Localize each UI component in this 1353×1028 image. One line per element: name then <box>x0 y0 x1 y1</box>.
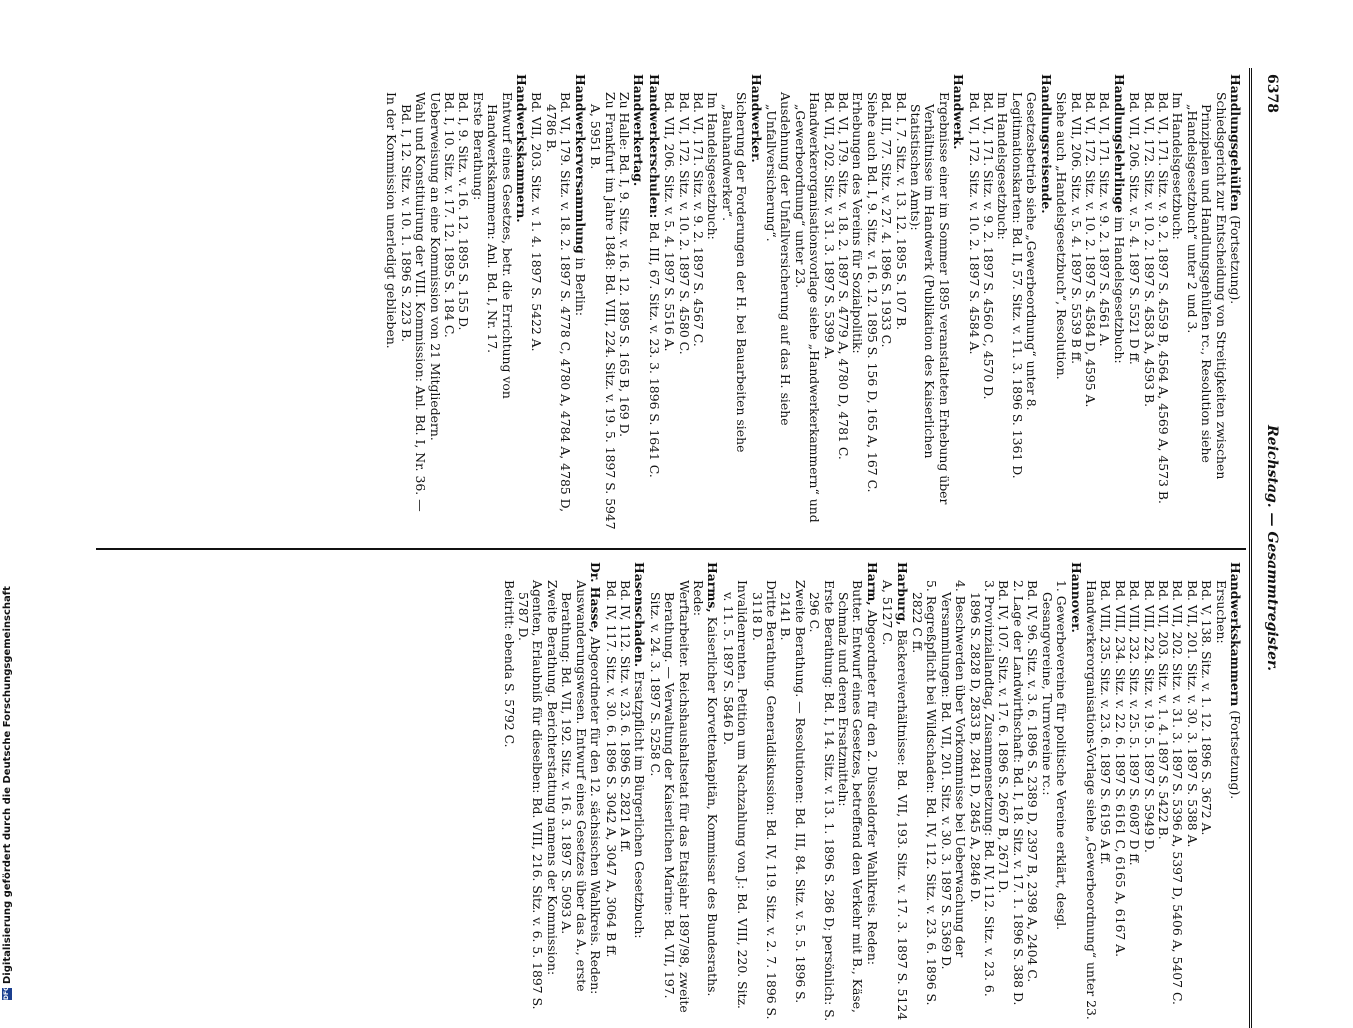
entry-headword: Harm, <box>864 562 880 606</box>
entry-reference: 4. Beschwerden über Vorkommnisse bei Ueberwachung der Versammlungen: Bd. VII, 201. Sitz. v. 30. 3. 1897 S. 5369 D. <box>938 580 969 970</box>
entry-reference: 3. Provinziallandtag, Zusammensetzung: Bd. IV, 112. Sitz. v. 23. 6. 1896 S. 2828 D, 2833 B, 2841 D, 2845 A, 2846 D. <box>967 580 998 997</box>
entry-headword: Hannover. <box>1068 562 1084 633</box>
running-header <box>1256 68 1282 1028</box>
entry-reference: Ersuchen: <box>1213 580 1229 644</box>
entry-heading-text: Kaiserlicher Korvettenkapitän, Kommissar des Bundesraths. Rede: <box>690 580 721 997</box>
page-number: 6378 <box>1264 74 1280 113</box>
entry-reference: Bd. VII, 206. Sitz. v. 5. 4. 1897 S. 5516 A. <box>662 92 678 352</box>
entry-reference: Beitritt: ebenda S. 5792 C. <box>501 580 517 748</box>
entry-reference: Bd. VII, 202. Sitz. v. 31. 3. 1897 S. 5399 A. <box>821 92 837 360</box>
entry-reference: Wahl und Konstituirung der VIII. Kommission: Anl. Bd. I, Nr. 36. — Bd. I, 12. Sitz. v. 10. 1. 1896 S. 223 B. <box>398 92 429 512</box>
entry-reference: Entwurf eines Gesetzes, betr. die Errichtung von Handwerkskammern: Anl. Bd. I, Nr. 17. <box>485 92 515 399</box>
entry-reference: Im Handelsgesetzbuch: <box>995 92 1011 240</box>
entry-heading-line <box>632 562 646 1022</box>
entry-reference: Bd. VI, 171. Sitz. v. 9. 2. 1897 S. 4567 C. <box>690 92 706 347</box>
entry-headword: Harms, <box>705 562 721 613</box>
register-entry <box>764 74 966 534</box>
entry-reference: Agenten, Erlaubniß für dieselben: Bd. VIII, 216. Sitz. v. 6. 5. 1897 S. 5787 D. <box>516 580 546 1010</box>
register-entry <box>880 562 909 1022</box>
entry-heading-text: im Handelsgesetzbuch: <box>1111 216 1127 364</box>
register-entry <box>720 562 878 1022</box>
entry-reference: Auswanderungswesen. Entwurf eines Gesetzes über das A., erste Berathung: Bd. VII, 192. Sitz. v. 16. 3. 1897 S. 5093 A. <box>559 580 589 992</box>
entry-reference: Im Handelsgesetzbuch: <box>1170 92 1186 240</box>
entry-reference: Zu Halle: Bd. I, 9. Sitz. v. 16. 12. 1895 S. 165 B, 169 D. <box>616 92 632 438</box>
entry-reference: Bd. VI, 172. Sitz. v. 10. 2. 1897 S. 4583 A, 4593 B. <box>1141 92 1157 408</box>
entry-reference: Zweite Berathung. Berichterstattung namens der Kommission: <box>544 580 560 976</box>
entry-headword: Handwerker. <box>748 74 764 163</box>
entry-reference: Butter. Entwurf eines Gesetzes, betreffend den Verkehr mit B., Käse, Schmalz und deren Ersatzmitteln: <box>836 580 866 1013</box>
entry-heading-line <box>864 562 878 1022</box>
entry-reference: Werftarbeiter. Reichshaushaltsetat für das Etatsjahr 1897/98, zweite Berathung. — Verwaltung der Kaiserlichen Marine: Bd. VII, 197. Sitz. v. 24. 3. 1897 S. 5258 C. <box>647 580 692 1013</box>
entry-reference: Bd. VII, 206. Sitz. v. 5. 4. 1897 S. 5521 D ff. <box>1127 92 1143 365</box>
entry-reference: Bd. VIII, 234. Sitz. v. 22. 6. 1897 S. 6161 C, 6165 A, 6167 A. <box>1112 580 1128 958</box>
entry-heading-text: Ersatzpflicht im Bürgerlichen Gesetzbuch: <box>632 670 648 939</box>
entry-reference: Bd. VI, 171. Sitz. v. 9. 2. 1897 S. 4561 A. <box>1097 92 1113 347</box>
entry-headword: Handlungsreisende. <box>1038 74 1054 214</box>
entry-headword: Handwerkerversammlung <box>572 74 588 254</box>
entry-headword: Handwerkerschulen: <box>646 74 662 219</box>
entry-reference: Bd. VI, 172. Sitz. v. 10. 2. 1897 S. 4584 D, 4595 A. <box>1082 92 1098 408</box>
entry-heading-text: (Fortsetzung). <box>1228 710 1243 800</box>
register-entry <box>1084 562 1242 1022</box>
entry-heading-text: Abgeordneter für den 12. sächsischen Wahlkreis. Reden: <box>588 636 604 995</box>
entry-reference: Bd. VII, 201. Sitz. v. 30. 3. 1897 S. 5388 A. <box>1184 580 1200 848</box>
entry-heading-line <box>1228 74 1242 534</box>
entry-reference: Handwerkerorganisationsvorlage siehe „Handwerkerkammern“ und „Gewerbeordnung“ unter 23. <box>792 92 823 523</box>
register-entry <box>501 562 602 1022</box>
entry-reference: In der Kommission unerledigt geblieben. <box>384 92 400 349</box>
entry-heading-line <box>748 74 762 534</box>
entry-heading-line <box>691 562 720 1022</box>
register-entry <box>910 562 1083 1022</box>
entry-reference: Invalidenrenten. Petition um Nachzahlung von J.: Bd. VIII, 220. Sitz. v. 11. 5. 1897 S. 5846 D. <box>720 580 751 1010</box>
entry-reference: Zweite Berathung. — Resolutionen: Bd. III, 84. Sitz. v. 5. 5. 1896 S. 2141 B. <box>778 580 808 1004</box>
entry-reference: Bd. VI, 172. Sitz. v. 10. 2. 1897 S. 4580 C. <box>676 92 692 355</box>
entry-headword: Handwerkskammern. <box>514 74 530 223</box>
entry-reference: Dritte Berathung. Generaldiskussion: Bd. IV, 119. Sitz. v. 2. 7. 1896 S. 3118 D. <box>749 580 779 1020</box>
register-entry <box>384 74 528 534</box>
entry-reference: Sicherung der Forderungen der H. bei Bauarbeiten siehe „Bauhandwerker“. <box>719 92 750 453</box>
entry-heading-line <box>646 74 660 534</box>
entry-reference: Bd. VI, 172. Sitz. v. 10. 2. 1897 S. 4584 A. <box>966 92 982 355</box>
entry-reference: Erhebungen des Vereins für Sozialpolitik: <box>850 92 866 354</box>
entry-reference: 5. Regreßpflicht bei Wildschaden: Bd. IV, 112. Sitz. v. 23. 6. 1896 S. 2822 C ff. <box>910 580 940 1006</box>
entry-reference: Schiedsgericht zur Entscheidung von Streitigkeiten zwischen Prinzipalen und Handlungsgehülfen rc., Resolution siehe „Handelsgesetzbuch“ unter 2 und 3. <box>1184 92 1229 480</box>
entry-heading-text: in Berlin: <box>572 257 588 316</box>
entry-reference: Bd. V, 138. Sitz. v. 1. 12. 1896 S. 3672 A. <box>1199 580 1215 836</box>
entry-heading-line <box>880 562 909 1022</box>
entry-reference: Bd. IV, 107. Sitz. v. 17. 6. 1896 S. 2667 B, 2671 D. <box>996 580 1012 894</box>
register-entry <box>529 74 587 534</box>
register-entry <box>1127 74 1242 534</box>
entry-heading-line <box>514 74 528 534</box>
entry-heading-text: Abgeordneter für den 2. Düsseldorfer Wahlkreis. Reden: <box>864 609 880 966</box>
entry-reference: Bd. IV, 112. Sitz. v. 23. 6. 1896 S. 2821 A ff. <box>617 580 633 853</box>
entry-heading-line <box>588 562 602 1022</box>
entry-reference: Ausdehnung der Unfallversicherung auf das H. siehe „Unfallversicherung“. <box>764 92 794 426</box>
entry-reference: Zu Frankfurt im Jahre 1848: Bd. VIII, 224. Sitz. v. 19. 5. 1897 S. 5947 A, 5951 B. <box>588 92 618 530</box>
entry-heading-line <box>1111 74 1125 534</box>
left-column <box>383 74 1242 534</box>
entry-headword: Handwerkskammern <box>1228 562 1243 707</box>
register-entry <box>603 562 646 1022</box>
entry-reference: Im Handelsgesetzbuch: <box>705 92 721 240</box>
entry-reference: Erste Berathung: Bd. I, 14. Sitz. v. 13. 1. 1896 S. 286 D; persönlich: S. 296 C. <box>807 580 837 1022</box>
entry-reference: Bd. VI, 179. Sitz. v. 18. 2. 1897 S. 4779 A, 4780 D, 4781 C. <box>836 92 852 460</box>
entry-headword: Handlungslehrlinge <box>1111 74 1127 213</box>
entry-reference: Bd. I, 9. Sitz. v. 16. 12. 1895 S. 155 D. <box>456 92 472 331</box>
entry-headword: Dr. Hasse, <box>588 562 604 633</box>
register-entry <box>588 74 646 534</box>
entry-heading-text: (Fortsetzung). <box>1228 215 1243 305</box>
entry-headword: Handlungsgehülfen <box>1228 74 1243 212</box>
running-title: Reichstag. — Gesammtregister. <box>1264 425 1280 671</box>
entry-reference: Siehe auch Bd. I, 9. Sitz. v. 16. 12. 1895 S. 156 D, 165 A, 167 C. <box>864 92 880 493</box>
entry-reference: Bd. I, 7. Sitz. v. 13. 12. 1895 S. 107 B. <box>893 92 909 331</box>
entry-heading-text: Bd. III, 67. Sitz. v. 23. 3. 1896 S. 1641 C. <box>646 222 662 478</box>
entry-reference: Handwerkerorganisations-Vorlage siehe „Gewerbeordnung“ unter 23. <box>1083 580 1099 1020</box>
entry-headword: Hasenschaden. <box>632 562 648 668</box>
entry-reference: Legitimationskarten: Bd. II, 57. Sitz. v. 11. 3. 1896 S. 1361 D. <box>1009 92 1025 479</box>
entry-reference: Bd. IV, 117. Sitz. v. 30. 6. 1896 S. 3042 A, 3047 A, 3064 B ff. <box>603 580 619 958</box>
digitization-text: Digitalisierung gefördert durch die Deutsche Forschungsgemeinschaft <box>2 586 13 984</box>
entry-reference: 2. Lage der Landwirthschaft: Bd. I, 18. Sitz. v. 17. 1. 1896 S. 388 D. <box>1010 580 1026 1006</box>
register-entry <box>646 74 660 534</box>
entry-reference: Bd. VII, 203. Sitz. v. 1. 4. 1897 S. 5422 A. <box>529 92 545 352</box>
entry-heading-line <box>572 74 586 534</box>
entry-reference: Bd. VIII, 224. Sitz. v. 19. 5. 1897 S. 5949 D. <box>1141 580 1157 853</box>
entry-reference: Bd. VIII, 235. Sitz. v. 23. 6. 1897 S. 6195 A ff. <box>1098 580 1114 865</box>
entry-headword: Harburg, <box>894 562 910 626</box>
entry-reference: Bd. VIII, 232. Sitz. v. 25. 5. 1897 S. 6087 D ff. <box>1127 580 1143 866</box>
register-entry <box>662 74 763 534</box>
entry-reference: 1. Gewerbevereine für politische Vereine erklärt, desgl. Gesangvereine, Turnvereine rc.: <box>1039 580 1070 931</box>
entry-headword: Handwerkertag. <box>631 74 647 187</box>
entry-reference: Siehe auch „Handelsgesetzbuch“, Resolution. <box>1054 92 1070 380</box>
entry-reference: Erste Berathung: <box>470 92 486 201</box>
entry-reference: Gesetzesbetrieb siehe „Gewerbeordnung“ unter 8. <box>1024 92 1040 411</box>
dfg-logo: DFG <box>3 985 10 1000</box>
entry-reference: Ergebnisse einer im Sommer 1895 veranstalteten Erhebung über Verhältnisse im Handwerk (Publikation des Kaiserlichen Statistischen Amts): <box>908 92 952 505</box>
entry-reference: Bd. VII, 206. Sitz. v. 5. 4. 1897 S. 5539 B ff. <box>1068 92 1084 365</box>
register-page <box>57 68 1282 1028</box>
entry-reference: Bd. VI, 171. Sitz. v. 9. 2. 1897 S. 4559 B, 4564 A, 4569 A, 4573 B. <box>1155 92 1171 504</box>
right-column <box>500 562 1242 1022</box>
column-divider <box>96 548 1246 550</box>
entry-heading-line <box>631 74 645 534</box>
entry-heading-line <box>1068 562 1082 1022</box>
register-entry <box>1054 74 1126 534</box>
entry-reference: Bd. IV, 96. Sitz. v. 3. 6. 1896 S. 2389 D, 2397 B, 2398 A, 2404 C. <box>1025 580 1041 983</box>
entry-reference: Bd. VI, 179. Sitz. v. 18. 2. 1897 S. 4778 C, 4780 A, 4784 A, 4785 D, 4786 B. <box>543 92 574 513</box>
entry-reference: Bd. VII, 202. Sitz. v. 31. 3. 1897 S. 5396 A, 5397 D, 5406 A, 5407 C. <box>1170 580 1186 1005</box>
entry-heading-line <box>1228 562 1242 1022</box>
entry-headword: Handwerk. <box>951 74 967 150</box>
entry-reference: Bd. I, 10. Sitz. v. 17. 12. 1895 S. 184 C. <box>442 92 458 338</box>
entry-reference: Bd. VII, 203. Sitz. v. 1. 4. 1897 S. 5422 B. <box>1155 580 1171 840</box>
digitization-note <box>2 586 13 1000</box>
entry-heading-line <box>1038 74 1052 534</box>
entry-heading-line <box>951 74 965 534</box>
entry-reference: Ueberweisung an eine Kommission von 21 Mitgliedern. <box>427 92 443 441</box>
register-entry <box>966 74 1052 534</box>
register-entry <box>647 562 719 1022</box>
entry-reference: Bd. III, 77. Sitz. v. 27. 4. 1896 S. 1933 C. <box>879 92 895 348</box>
header-rule <box>1249 68 1252 1028</box>
entry-reference: Bd. VI, 171. Sitz. v. 9. 2. 1897 S. 4560 C, 4570 D. <box>981 92 997 400</box>
entry-heading-text: Bäckereiverhältnisse: Bd. VII, 193. Sitz. v. 17. 3. 1897 S. 5124 A, 5127 C. <box>880 580 910 1021</box>
